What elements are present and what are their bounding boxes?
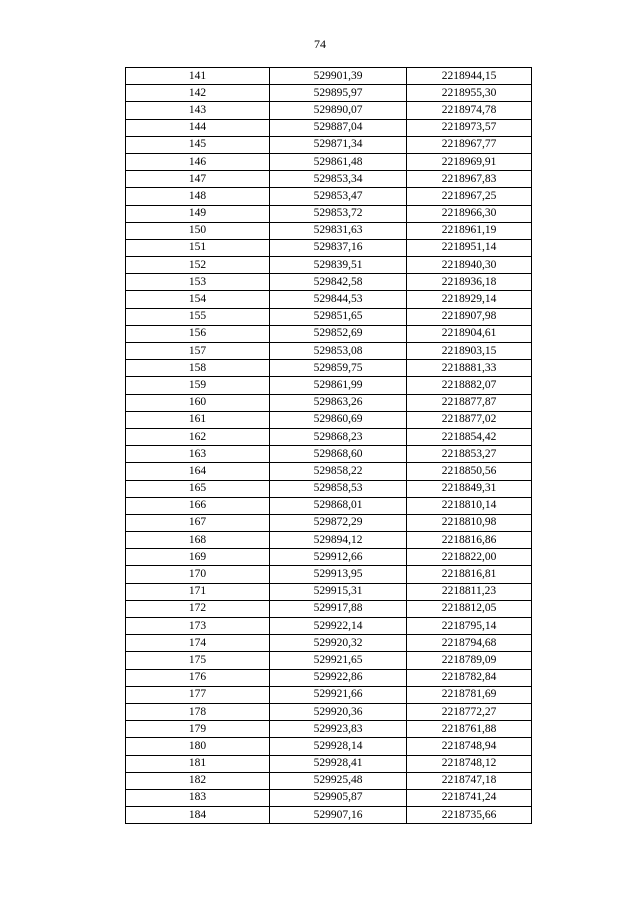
x-coordinate-cell: 529871,34 bbox=[270, 136, 407, 153]
table-row bbox=[126, 566, 532, 583]
point-number-cell: 156 bbox=[126, 325, 270, 342]
point-number-cell: 142 bbox=[126, 85, 270, 102]
y-coordinate-cell: 2218794,68 bbox=[407, 635, 532, 652]
table-row bbox=[126, 703, 532, 720]
point-number-cell: 167 bbox=[126, 514, 270, 531]
table-row bbox=[126, 514, 532, 531]
y-coordinate-cell: 2218966,30 bbox=[407, 205, 532, 222]
x-coordinate-cell: 529868,60 bbox=[270, 446, 407, 463]
y-coordinate-cell: 2218940,30 bbox=[407, 257, 532, 274]
x-coordinate-cell: 529928,14 bbox=[270, 738, 407, 755]
table-row bbox=[126, 721, 532, 738]
x-coordinate-cell: 529922,86 bbox=[270, 669, 407, 686]
table-row bbox=[126, 102, 532, 119]
table-row bbox=[126, 428, 532, 445]
table-row bbox=[126, 652, 532, 669]
y-coordinate-cell: 2218967,83 bbox=[407, 171, 532, 188]
table-row bbox=[126, 325, 532, 342]
y-coordinate-cell: 2218973,57 bbox=[407, 119, 532, 136]
y-coordinate-cell: 2218761,88 bbox=[407, 721, 532, 738]
x-coordinate-cell: 529831,63 bbox=[270, 222, 407, 239]
table-row bbox=[126, 171, 532, 188]
y-coordinate-cell: 2218904,61 bbox=[407, 325, 532, 342]
point-number-cell: 172 bbox=[126, 600, 270, 617]
x-coordinate-cell: 529920,32 bbox=[270, 635, 407, 652]
x-coordinate-cell: 529861,99 bbox=[270, 377, 407, 394]
x-coordinate-cell: 529839,51 bbox=[270, 257, 407, 274]
y-coordinate-cell: 2218816,81 bbox=[407, 566, 532, 583]
point-number-cell: 173 bbox=[126, 618, 270, 635]
x-coordinate-cell: 529917,88 bbox=[270, 600, 407, 617]
table-row bbox=[126, 119, 532, 136]
point-number-cell: 178 bbox=[126, 703, 270, 720]
x-coordinate-cell: 529853,72 bbox=[270, 205, 407, 222]
table-row bbox=[126, 618, 532, 635]
y-coordinate-cell: 2218811,23 bbox=[407, 583, 532, 600]
table-row bbox=[126, 738, 532, 755]
table-row bbox=[126, 394, 532, 411]
table-row bbox=[126, 188, 532, 205]
point-number-cell: 179 bbox=[126, 721, 270, 738]
table-row bbox=[126, 772, 532, 789]
y-coordinate-cell: 2218748,94 bbox=[407, 738, 532, 755]
table-row bbox=[126, 549, 532, 566]
point-number-cell: 141 bbox=[126, 68, 270, 85]
point-number-cell: 183 bbox=[126, 789, 270, 806]
point-number-cell: 165 bbox=[126, 480, 270, 497]
x-coordinate-cell: 529861,48 bbox=[270, 153, 407, 170]
x-coordinate-cell: 529851,65 bbox=[270, 308, 407, 325]
x-coordinate-cell: 529928,41 bbox=[270, 755, 407, 772]
x-coordinate-cell: 529844,53 bbox=[270, 291, 407, 308]
y-coordinate-cell: 2218882,07 bbox=[407, 377, 532, 394]
point-number-cell: 182 bbox=[126, 772, 270, 789]
table-row bbox=[126, 480, 532, 497]
x-coordinate-cell: 529923,83 bbox=[270, 721, 407, 738]
point-number-cell: 161 bbox=[126, 411, 270, 428]
coordinates-table bbox=[125, 67, 532, 824]
y-coordinate-cell: 2218961,19 bbox=[407, 222, 532, 239]
point-number-cell: 184 bbox=[126, 807, 270, 824]
y-coordinate-cell: 2218748,12 bbox=[407, 755, 532, 772]
y-coordinate-cell: 2218881,33 bbox=[407, 360, 532, 377]
point-number-cell: 176 bbox=[126, 669, 270, 686]
y-coordinate-cell: 2218903,15 bbox=[407, 343, 532, 360]
table-row bbox=[126, 686, 532, 703]
y-coordinate-cell: 2218810,14 bbox=[407, 497, 532, 514]
table-row bbox=[126, 222, 532, 239]
point-number-cell: 159 bbox=[126, 377, 270, 394]
y-coordinate-cell: 2218850,56 bbox=[407, 463, 532, 480]
point-number-cell: 163 bbox=[126, 446, 270, 463]
y-coordinate-cell: 2218810,98 bbox=[407, 514, 532, 531]
table-row bbox=[126, 85, 532, 102]
table-row bbox=[126, 291, 532, 308]
y-coordinate-cell: 2218853,27 bbox=[407, 446, 532, 463]
table-row bbox=[126, 635, 532, 652]
table-row bbox=[126, 360, 532, 377]
point-number-cell: 145 bbox=[126, 136, 270, 153]
point-number-cell: 160 bbox=[126, 394, 270, 411]
point-number-cell: 153 bbox=[126, 274, 270, 291]
x-coordinate-cell: 529913,95 bbox=[270, 566, 407, 583]
x-coordinate-cell: 529868,23 bbox=[270, 428, 407, 445]
x-coordinate-cell: 529912,66 bbox=[270, 549, 407, 566]
table-row bbox=[126, 308, 532, 325]
point-number-cell: 147 bbox=[126, 171, 270, 188]
table-row bbox=[126, 807, 532, 824]
x-coordinate-cell: 529925,48 bbox=[270, 772, 407, 789]
point-number-cell: 151 bbox=[126, 239, 270, 256]
x-coordinate-cell: 529842,58 bbox=[270, 274, 407, 291]
table-row bbox=[126, 532, 532, 549]
y-coordinate-cell: 2218789,09 bbox=[407, 652, 532, 669]
point-number-cell: 148 bbox=[126, 188, 270, 205]
point-number-cell: 164 bbox=[126, 463, 270, 480]
x-coordinate-cell: 529853,47 bbox=[270, 188, 407, 205]
point-number-cell: 158 bbox=[126, 360, 270, 377]
coordinates-table-body bbox=[126, 68, 532, 824]
point-number-cell: 170 bbox=[126, 566, 270, 583]
point-number-cell: 152 bbox=[126, 257, 270, 274]
y-coordinate-cell: 2218929,14 bbox=[407, 291, 532, 308]
point-number-cell: 162 bbox=[126, 428, 270, 445]
x-coordinate-cell: 529853,34 bbox=[270, 171, 407, 188]
x-coordinate-cell: 529860,69 bbox=[270, 411, 407, 428]
x-coordinate-cell: 529907,16 bbox=[270, 807, 407, 824]
x-coordinate-cell: 529890,07 bbox=[270, 102, 407, 119]
table-row bbox=[126, 136, 532, 153]
x-coordinate-cell: 529894,12 bbox=[270, 532, 407, 549]
point-number-cell: 174 bbox=[126, 635, 270, 652]
y-coordinate-cell: 2218907,98 bbox=[407, 308, 532, 325]
table-row bbox=[126, 600, 532, 617]
point-number-cell: 166 bbox=[126, 497, 270, 514]
x-coordinate-cell: 529837,16 bbox=[270, 239, 407, 256]
table-row bbox=[126, 377, 532, 394]
point-number-cell: 149 bbox=[126, 205, 270, 222]
table-row bbox=[126, 497, 532, 514]
point-number-cell: 157 bbox=[126, 343, 270, 360]
y-coordinate-cell: 2218955,30 bbox=[407, 85, 532, 102]
y-coordinate-cell: 2218735,66 bbox=[407, 807, 532, 824]
y-coordinate-cell: 2218967,77 bbox=[407, 136, 532, 153]
x-coordinate-cell: 529921,65 bbox=[270, 652, 407, 669]
y-coordinate-cell: 2218877,02 bbox=[407, 411, 532, 428]
y-coordinate-cell: 2218974,78 bbox=[407, 102, 532, 119]
table-row bbox=[126, 343, 532, 360]
point-number-cell: 180 bbox=[126, 738, 270, 755]
y-coordinate-cell: 2218944,15 bbox=[407, 68, 532, 85]
table-row bbox=[126, 755, 532, 772]
table-row bbox=[126, 205, 532, 222]
x-coordinate-cell: 529853,08 bbox=[270, 343, 407, 360]
y-coordinate-cell: 2218854,42 bbox=[407, 428, 532, 445]
y-coordinate-cell: 2218967,25 bbox=[407, 188, 532, 205]
x-coordinate-cell: 529858,53 bbox=[270, 480, 407, 497]
y-coordinate-cell: 2218822,00 bbox=[407, 549, 532, 566]
x-coordinate-cell: 529905,87 bbox=[270, 789, 407, 806]
point-number-cell: 154 bbox=[126, 291, 270, 308]
y-coordinate-cell: 2218741,24 bbox=[407, 789, 532, 806]
y-coordinate-cell: 2218795,14 bbox=[407, 618, 532, 635]
table-row bbox=[126, 153, 532, 170]
point-number-cell: 146 bbox=[126, 153, 270, 170]
y-coordinate-cell: 2218782,84 bbox=[407, 669, 532, 686]
table-row bbox=[126, 274, 532, 291]
table-row bbox=[126, 68, 532, 85]
x-coordinate-cell: 529921,66 bbox=[270, 686, 407, 703]
table-row bbox=[126, 669, 532, 686]
y-coordinate-cell: 2218936,18 bbox=[407, 274, 532, 291]
y-coordinate-cell: 2218969,91 bbox=[407, 153, 532, 170]
table-row bbox=[126, 257, 532, 274]
table-row bbox=[126, 463, 532, 480]
y-coordinate-cell: 2218849,31 bbox=[407, 480, 532, 497]
point-number-cell: 143 bbox=[126, 102, 270, 119]
point-number-cell: 181 bbox=[126, 755, 270, 772]
point-number-cell: 171 bbox=[126, 583, 270, 600]
x-coordinate-cell: 529872,29 bbox=[270, 514, 407, 531]
x-coordinate-cell: 529915,31 bbox=[270, 583, 407, 600]
table-row bbox=[126, 446, 532, 463]
table-row bbox=[126, 411, 532, 428]
point-number-cell: 144 bbox=[126, 119, 270, 136]
y-coordinate-cell: 2218781,69 bbox=[407, 686, 532, 703]
page-number: 74 bbox=[314, 37, 326, 51]
x-coordinate-cell: 529920,36 bbox=[270, 703, 407, 720]
point-number-cell: 155 bbox=[126, 308, 270, 325]
y-coordinate-cell: 2218951,14 bbox=[407, 239, 532, 256]
table-row bbox=[126, 583, 532, 600]
table-row bbox=[126, 239, 532, 256]
y-coordinate-cell: 2218747,18 bbox=[407, 772, 532, 789]
table-row bbox=[126, 789, 532, 806]
x-coordinate-cell: 529863,26 bbox=[270, 394, 407, 411]
point-number-cell: 169 bbox=[126, 549, 270, 566]
x-coordinate-cell: 529858,22 bbox=[270, 463, 407, 480]
point-number-cell: 168 bbox=[126, 532, 270, 549]
point-number-cell: 150 bbox=[126, 222, 270, 239]
x-coordinate-cell: 529859,75 bbox=[270, 360, 407, 377]
x-coordinate-cell: 529887,04 bbox=[270, 119, 407, 136]
x-coordinate-cell: 529901,39 bbox=[270, 68, 407, 85]
y-coordinate-cell: 2218816,86 bbox=[407, 532, 532, 549]
x-coordinate-cell: 529852,69 bbox=[270, 325, 407, 342]
y-coordinate-cell: 2218812,05 bbox=[407, 600, 532, 617]
x-coordinate-cell: 529868,01 bbox=[270, 497, 407, 514]
point-number-cell: 177 bbox=[126, 686, 270, 703]
y-coordinate-cell: 2218772,27 bbox=[407, 703, 532, 720]
point-number-cell: 175 bbox=[126, 652, 270, 669]
x-coordinate-cell: 529922,14 bbox=[270, 618, 407, 635]
y-coordinate-cell: 2218877,87 bbox=[407, 394, 532, 411]
x-coordinate-cell: 529895,97 bbox=[270, 85, 407, 102]
